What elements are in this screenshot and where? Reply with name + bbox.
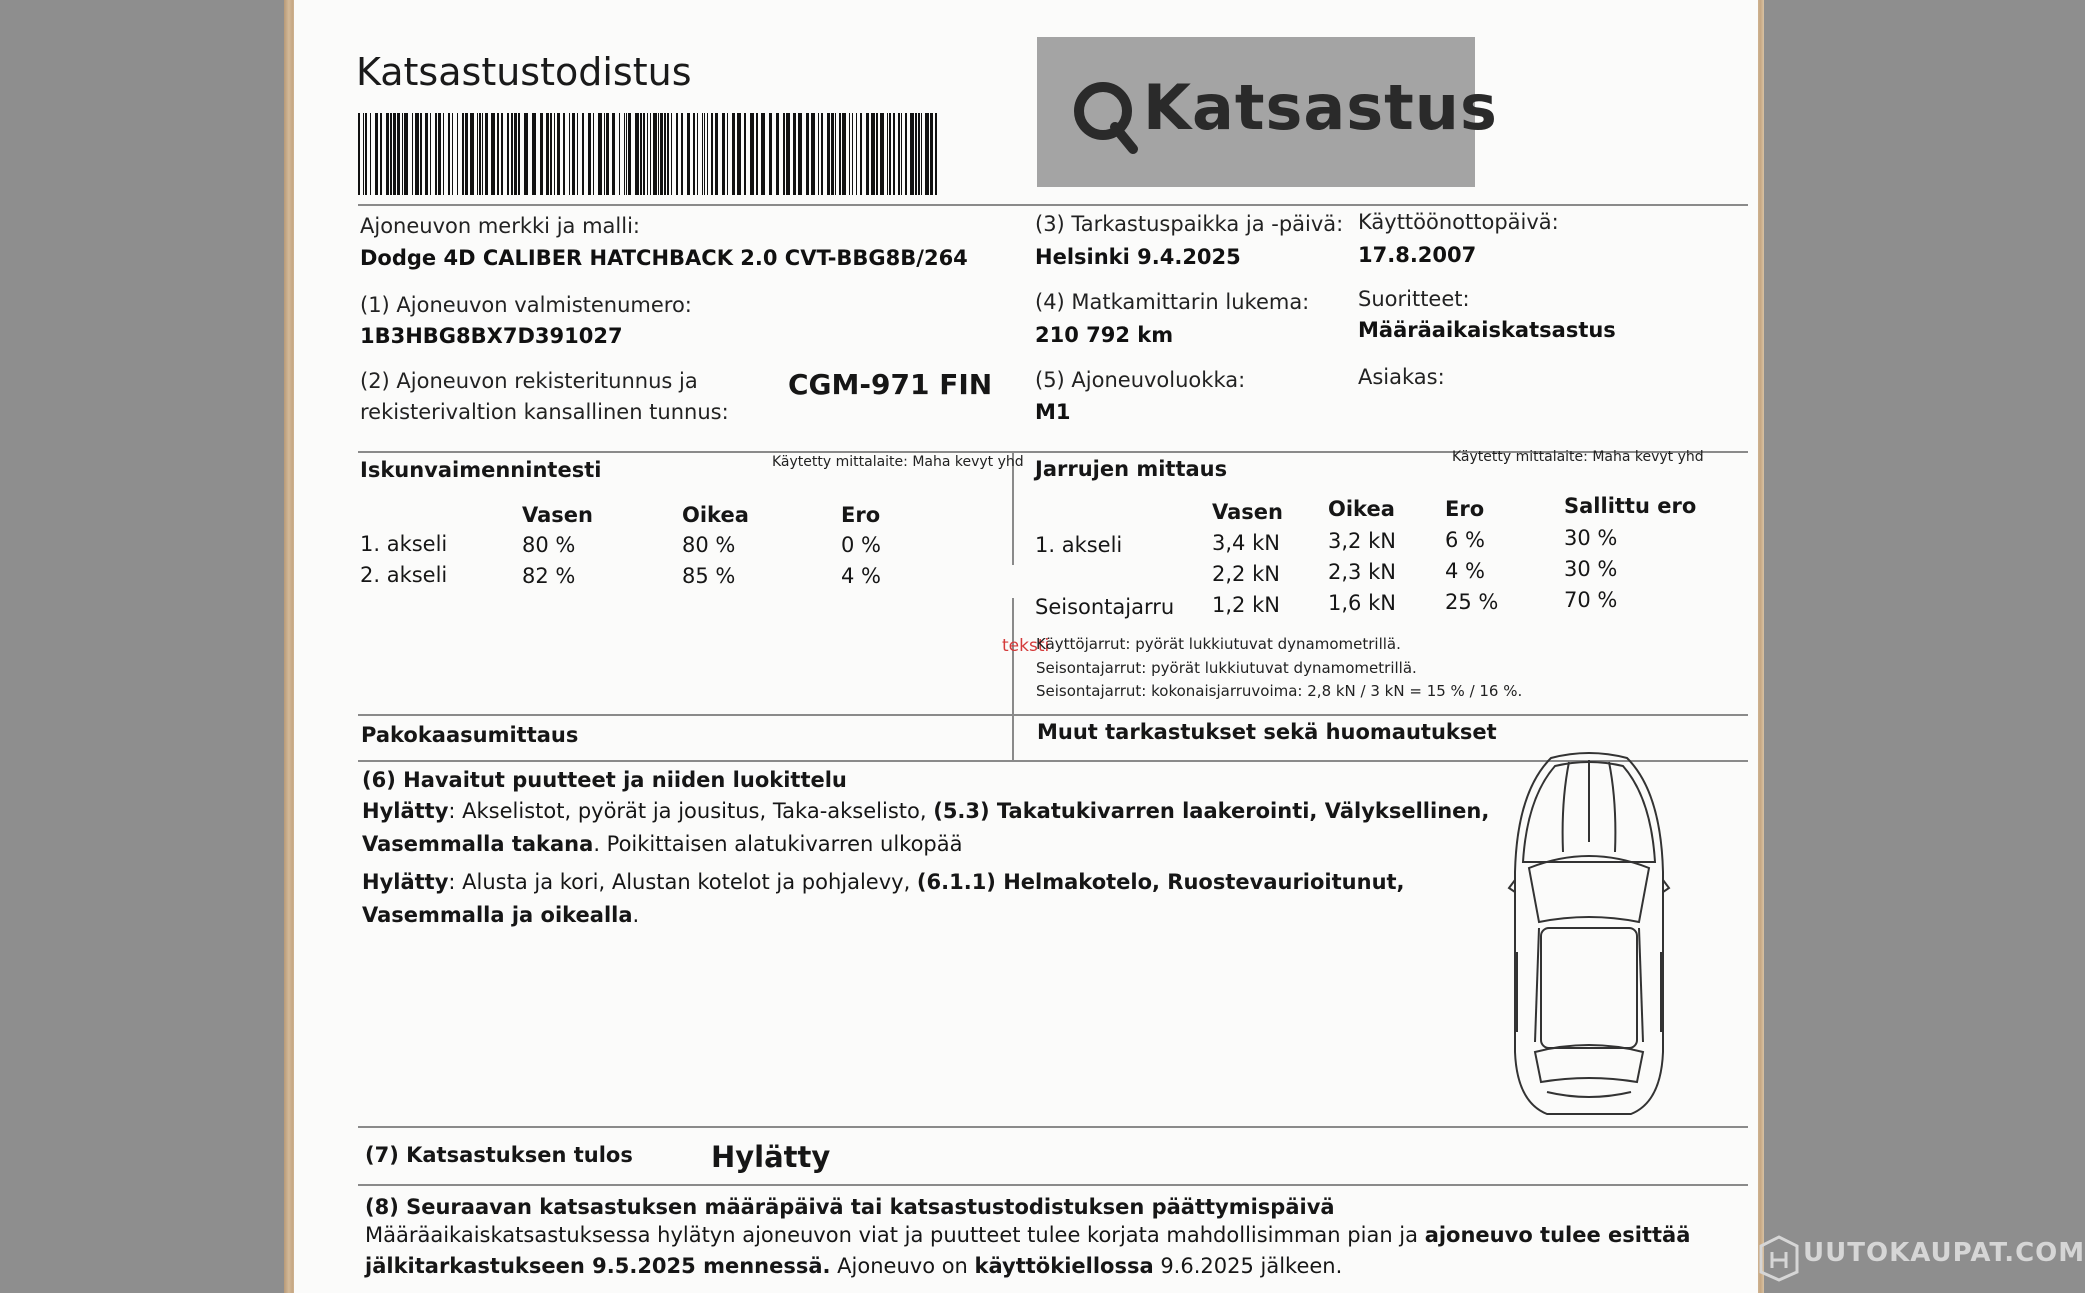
barcode-bar [750, 113, 754, 195]
shock-row-right: 80 % [682, 533, 736, 557]
barcode-bar [363, 113, 364, 195]
brake-row-diff: 6 % [1445, 528, 1485, 552]
barcode-bar [650, 113, 651, 195]
brake-row-left: 3,4 kN [1212, 531, 1280, 555]
brake-header-diff: Ero [1445, 497, 1485, 521]
shock-header-left: Vasen [522, 503, 593, 527]
barcode-bar [658, 113, 659, 195]
barcode-bar [365, 113, 367, 195]
watermark-logo-icon [1758, 1234, 1800, 1282]
barcode-bar [557, 113, 560, 195]
barcode-bar [511, 113, 513, 195]
barcode-bar [918, 113, 920, 195]
barcode-bar [438, 113, 441, 195]
barcode-bar [497, 113, 499, 195]
registration-label-line1: (2) Ajoneuvon rekisteritunnus ja [360, 369, 698, 393]
barcode-bar [660, 113, 663, 195]
barcode-bar [628, 113, 631, 195]
defect-item [362, 866, 1492, 932]
barcode-bar [572, 113, 575, 195]
barcode-bar [866, 113, 869, 195]
barcode-bar [821, 113, 823, 195]
barcode-bar [835, 113, 836, 195]
document-title: Katsastustodistus [356, 50, 692, 94]
next-text-bold: ajoneuvo tulee esittää [1424, 1223, 1691, 1247]
defect-status: Hylätty [362, 870, 449, 894]
barcode-bar [443, 113, 444, 195]
barcode-bar [619, 113, 620, 195]
barcode-bar [448, 113, 450, 195]
defect-text: : Alusta ja kori, Alustan kotelot ja pohjalevy, [448, 870, 917, 894]
barcode-bar [887, 113, 888, 195]
barcode-bar [546, 113, 549, 195]
barcode-bar [626, 113, 627, 195]
barcode-bar [482, 113, 483, 195]
barcode-bar [501, 113, 503, 195]
first-use-label: Käyttöönottopäivä: [1358, 210, 1559, 234]
barcode-bar [935, 113, 937, 195]
barcode-bar [412, 113, 413, 195]
magnifier-logo-icon [1071, 77, 1141, 155]
barcode-bar [435, 113, 437, 195]
barcode-bar [604, 113, 605, 195]
barcode-bar [485, 113, 488, 195]
odometer-label: (4) Matkamittarin lukema: [1035, 290, 1310, 314]
barcode-bar [732, 113, 735, 195]
next-text-bold: käyttökiellossa [974, 1254, 1154, 1278]
barcode-bar [462, 113, 464, 195]
barcode-bar [769, 113, 772, 195]
barcode-bar [831, 113, 834, 195]
barcode-bar [681, 113, 683, 195]
barcode-bar [667, 113, 669, 195]
barcode-bar [925, 113, 929, 195]
barcode-bar [593, 113, 594, 195]
registration-label-line2: rekisterivaltion kansallinen tunnus: [360, 400, 729, 424]
brake-header-allowed: Sallittu ero [1564, 494, 1697, 518]
shock-test-device: Käytetty mittalaite: Maha kevyt yhd [772, 454, 1024, 470]
defect-text: . Poikittaisen alatukivarren ulkopää [593, 832, 963, 856]
barcode-bar [930, 113, 933, 195]
barcode-bar [569, 113, 570, 195]
shock-row-label: 1. akseli [360, 532, 448, 556]
defects-title: (6) Havaitut puutteet ja niiden luokittelu [362, 768, 847, 792]
defect-detail: (6.1.1) Helmakotelo, Ruostevaurioitunut, Vasemmalla ja oikealla [362, 870, 1405, 927]
divider [358, 1126, 1748, 1128]
barcode-bar [397, 113, 400, 195]
car-top-view-icon [1511, 752, 1667, 1120]
barcode-bar [643, 113, 645, 195]
barcode-bar [358, 113, 360, 195]
barcode-bar [737, 113, 741, 195]
result-value: Hylätty [711, 1140, 831, 1174]
place-date-label: (3) Tarkastuspaikka ja -päivä: [1035, 212, 1344, 236]
barcode-bar [915, 113, 917, 195]
barcode-bar [430, 113, 431, 195]
shock-header-right: Oikea [682, 503, 749, 527]
brake-row-allowed: 30 % [1564, 557, 1618, 581]
barcode-bar [910, 113, 914, 195]
barcode-bar [582, 113, 584, 195]
vehicle-class-value: M1 [1035, 400, 1071, 424]
barcode-bar [827, 113, 830, 195]
shock-row-left: 82 % [522, 564, 576, 588]
brake-note: Seisontajarrut: kokonaisjarruvoima: 2,8 kN / 3 kN = 15 % / 16 %. [1036, 682, 1523, 700]
defect-detail: (5.3) Takatukivarren laakerointi, Välyksellinen, Vasemmalla takana [362, 799, 1490, 856]
barcode [358, 113, 940, 195]
watermark-text: UUTOKAUPAT.COM [1803, 1238, 2085, 1268]
vin-label: (1) Ajoneuvon valmistenumero: [360, 293, 692, 317]
barcode-bar [415, 113, 419, 195]
registration-value: CGM-971 FIN [788, 368, 993, 401]
brake-row-left: 1,2 kN [1212, 593, 1280, 617]
brake-row-right: 1,6 kN [1328, 591, 1396, 615]
result-label: (7) Katsastuksen tulos [365, 1143, 633, 1167]
red-text-tag: teksti [1002, 636, 1050, 656]
shock-test-title: Iskunvaimennintesti [360, 458, 602, 482]
barcode-bar [704, 113, 705, 195]
barcode-bar [635, 113, 639, 195]
make-model-value: Dodge 4D CALIBER HATCHBACK 2.0 CVT-BBG8B/264 [360, 246, 968, 270]
brake-row-right: 2,3 kN [1328, 560, 1396, 584]
services-value: Määräaikaiskatsastus [1358, 318, 1616, 342]
barcode-bar [860, 113, 862, 195]
barcode-bar [577, 113, 578, 195]
barcode-bar [540, 113, 543, 195]
brake-test-title: Jarrujen mittaus [1035, 457, 1228, 481]
barcode-bar [756, 113, 758, 195]
brake-note: Seisontajarrut: pyörät lukkiutuvat dynamometrillä. [1036, 659, 1417, 677]
barcode-bar [793, 113, 796, 195]
shock-row-label: 2. akseli [360, 563, 448, 587]
barcode-bar [727, 113, 728, 195]
brake-row-diff: 4 % [1445, 559, 1485, 583]
brake-row-label: 1. akseli [1035, 533, 1123, 557]
barcode-bar [842, 113, 846, 195]
barcode-bar [889, 113, 891, 195]
barcode-bar [563, 113, 565, 195]
next-text: 9.6.2025 jälkeen. [1153, 1254, 1343, 1278]
barcode-bar [465, 113, 468, 195]
barcode-bar [676, 113, 678, 195]
shock-header-diff: Ero [841, 503, 881, 527]
brake-row-label: Seisontajarru [1035, 595, 1175, 619]
shock-row-right: 85 % [682, 564, 736, 588]
shock-row-left: 80 % [522, 533, 576, 557]
brake-header-right: Oikea [1328, 497, 1395, 521]
katsastus-logo [1037, 37, 1498, 187]
barcode-bar [380, 113, 382, 195]
shock-row-diff: 4 % [841, 564, 881, 588]
barcode-bar [711, 113, 713, 195]
divider [358, 204, 1748, 206]
defect-text: . [632, 903, 640, 927]
barcode-bar [375, 113, 378, 195]
barcode-bar [722, 113, 725, 195]
brake-row-left: 2,2 kN [1212, 562, 1280, 586]
barcode-bar [876, 113, 878, 195]
barcode-bar [425, 113, 428, 195]
barcode-bar [479, 113, 481, 195]
shock-row-diff: 0 % [841, 533, 881, 557]
barcode-bar [532, 113, 536, 195]
barcode-bar [606, 113, 609, 195]
barcode-bar [905, 113, 907, 195]
barcode-bar [477, 113, 478, 195]
barcode-bar [507, 113, 509, 195]
barcode-bar [818, 113, 819, 195]
barcode-bar [880, 113, 884, 195]
defect-status: Hylätty [362, 799, 449, 823]
brake-row-allowed: 30 % [1564, 526, 1618, 550]
barcode-bar [470, 113, 474, 195]
barcode-bar [901, 113, 902, 195]
first-use-value: 17.8.2007 [1358, 243, 1477, 267]
barcode-bar [783, 113, 785, 195]
barcode-bar [811, 113, 815, 195]
barcode-bar [370, 113, 371, 195]
brake-note: Käyttöjarrut: pyörät lukkiutuvat dynamometrillä. [1036, 635, 1401, 653]
other-checks-title: Muut tarkastukset sekä huomautukset [1037, 720, 1497, 744]
barcode-bar [420, 113, 422, 195]
barcode-bar [687, 113, 690, 195]
barcode-bar [624, 113, 625, 195]
barcode-bar [806, 113, 809, 195]
barcode-bar [598, 113, 602, 195]
next-inspection-title: (8) Seuraavan katsastuksen määräpäivä tai katsastustodistuksen päättymispäivä [365, 1195, 1335, 1219]
next-text-bold: jälkitarkastukseen 9.5.2025 mennessä. [365, 1254, 831, 1278]
barcode-bar [798, 113, 802, 195]
emissions-title: Pakokaasumittaus [361, 723, 579, 747]
barcode-bar [554, 113, 555, 195]
barcode-bar [653, 113, 657, 195]
divider [358, 714, 1748, 716]
barcode-bar [491, 113, 495, 195]
vin-value: 1B3HBG8BX7D391027 [360, 324, 623, 348]
divider [358, 1184, 1748, 1186]
barcode-bar [839, 113, 841, 195]
divider-vertical [1012, 598, 1014, 760]
defect-item [362, 795, 1492, 861]
brake-header-left: Vasen [1212, 500, 1283, 524]
odometer-value: 210 792 km [1035, 323, 1174, 347]
barcode-bar [452, 113, 453, 195]
barcode-bar [697, 113, 698, 195]
services-label: Suoritteet: [1358, 287, 1470, 311]
barcode-bar [588, 113, 591, 195]
brake-row-allowed: 70 % [1564, 588, 1618, 612]
barcode-bar [715, 113, 718, 195]
next-text: Ajoneuvo on [830, 1254, 975, 1278]
barcode-bar [404, 113, 408, 195]
make-model-label: Ajoneuvon merkki ja malli: [360, 214, 640, 238]
barcode-bar [871, 113, 875, 195]
barcode-bar [693, 113, 695, 195]
barcode-bar [518, 113, 520, 195]
defect-text: : Akselistot, pyörät ja jousitus, Taka-akselisto, [448, 799, 934, 823]
barcode-bar [852, 113, 853, 195]
inspection-certificate [294, 0, 1758, 1293]
brake-test-device: Käytetty mittalaite: Maha kevyt yhd [1452, 449, 1704, 465]
barcode-bar [702, 113, 703, 195]
place-date-value: Helsinki 9.4.2025 [1035, 245, 1241, 269]
customer-label: Asiakas: [1358, 365, 1445, 389]
barcode-bar [393, 113, 396, 195]
barcode-bar [550, 113, 552, 195]
barcode-bar [514, 113, 517, 195]
barcode-bar [707, 113, 708, 195]
brake-row-diff: 25 % [1445, 590, 1499, 614]
barcode-bar [524, 113, 528, 195]
barcode-bar [664, 113, 666, 195]
barcode-bar [921, 113, 922, 195]
barcode-bar [898, 113, 900, 195]
barcode-bar [776, 113, 779, 195]
barcode-bar [744, 113, 746, 195]
barcode-bar [856, 113, 857, 195]
barcode-bar [457, 113, 458, 195]
barcode-bar [640, 113, 642, 195]
barcode-bar [612, 113, 615, 195]
barcode-bar [786, 113, 790, 195]
barcode-bar [849, 113, 850, 195]
barcode-bar [402, 113, 403, 195]
barcode-bar [671, 113, 672, 195]
next-text: Määräaikaiskatsastuksessa hylätyn ajoneuvon viat ja puutteet tulee korjata mahdollisimman pian ja [365, 1223, 1425, 1247]
next-inspection-line1 [365, 1223, 1690, 1247]
barcode-bar [893, 113, 895, 195]
barcode-bar [647, 113, 648, 195]
barcode-bar [390, 113, 392, 195]
barcode-bar [386, 113, 389, 195]
vehicle-class-label: (5) Ajoneuvoluokka: [1035, 368, 1246, 392]
logo-text: Katsastus [1143, 71, 1498, 144]
barcode-bar [761, 113, 765, 195]
next-inspection-line2 [365, 1254, 1342, 1278]
brake-row-right: 3,2 kN [1328, 529, 1396, 553]
